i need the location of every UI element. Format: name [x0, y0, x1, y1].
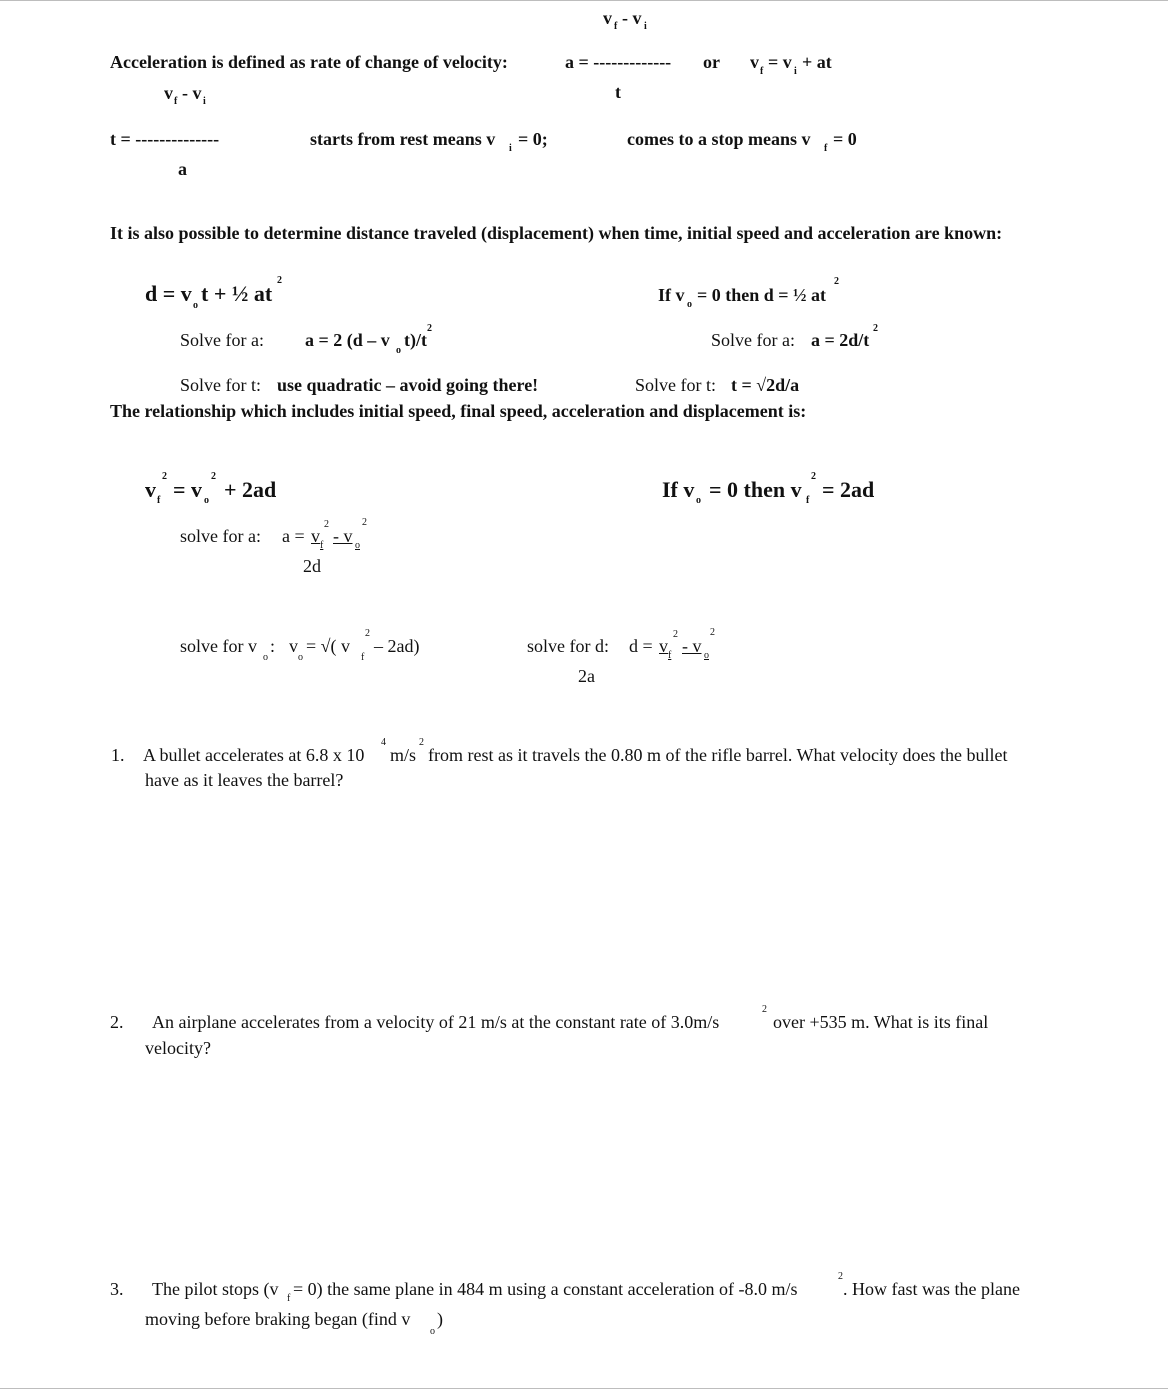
rest-sub: i: [509, 143, 512, 154]
solve-t2-label: Solve for t:: [635, 375, 716, 395]
if-vo-text: If v: [658, 285, 685, 305]
if-vo-mid: = 0 then d = ½ at: [697, 285, 827, 305]
vf-eq-end: + at: [802, 52, 832, 72]
rel-solve-d-den: 2a: [578, 666, 595, 686]
rel-if-sup: 2: [811, 471, 816, 482]
if-vo-sub: o: [687, 299, 692, 310]
solve-t2-eq: t = √2d/a: [731, 375, 800, 395]
relationship-intro: The relationship which includes initial speed, final speed, acceleration and displacement is:: [110, 401, 807, 421]
rel-solve-vo-colon: :: [270, 636, 276, 656]
rel-solve-d-label: solve for d:: [527, 636, 609, 656]
rel-solve-a-num-sub-o: o: [355, 540, 360, 551]
problem-unit-exponent: 2: [838, 1271, 843, 1282]
rel-solve-a-num-minus: - v: [333, 526, 353, 546]
rel-solve-d-eq: d =: [629, 636, 653, 656]
t-frac-den: a: [178, 159, 187, 179]
rel-eq-v: v: [145, 477, 156, 502]
rel-if-end: = 2ad: [822, 477, 875, 502]
eq-d-main-mid: t + ½ at: [201, 281, 273, 306]
rel-solve-a-num-sup2: 2: [362, 517, 367, 528]
problem-text: from rest as it travels the 0.80 m of the rifle barrel. What velocity does the bullet: [428, 745, 1008, 765]
rel-eq-sub-f: f: [157, 495, 161, 506]
vf-eq-sub-f: f: [760, 66, 764, 77]
rel-solve-d-num-sub-o: o: [704, 650, 709, 661]
t-frac-num-sub-i: i: [203, 96, 206, 107]
rel-solve-vo-sup: 2: [365, 628, 370, 639]
definition-line: Acceleration is defined as rate of change of velocity:: [110, 52, 508, 72]
a-frac-num-v: v: [603, 8, 612, 28]
t-frac-num-sub-f: f: [174, 96, 178, 107]
vf-eq-sub-i: i: [794, 66, 797, 77]
rel-solve-vo-eq: v: [289, 636, 298, 656]
problem-number: 2.: [110, 1012, 124, 1032]
problem-sub-o: o: [430, 1326, 435, 1337]
rest-end: = 0;: [518, 129, 548, 149]
stop-end: = 0: [833, 129, 857, 149]
stop-sub: f: [824, 143, 828, 154]
problem-text: . How fast was the plane: [843, 1279, 1020, 1299]
solve-a-label: Solve for a:: [180, 330, 264, 350]
rel-if-mid: = 0 then v: [709, 477, 802, 502]
if-vo-sup: 2: [834, 276, 839, 287]
problem-exponent: 4: [381, 737, 386, 748]
rel-solve-vo-end: – 2ad): [374, 636, 420, 656]
problem-text: velocity?: [145, 1038, 211, 1058]
vf-eq-mid: = v: [768, 52, 792, 72]
rel-if-sub: o: [696, 495, 701, 506]
rel-solve-vo-mid: = √( v: [306, 636, 351, 656]
problem-text: A bullet accelerates at 6.8 x 10: [143, 745, 365, 765]
problem-number: 3.: [110, 1279, 124, 1299]
rel-solve-a-num-sub-f: f: [320, 540, 324, 551]
eq-d-main: d = v: [145, 281, 192, 306]
problem-unit-exponent: 2: [762, 1004, 767, 1015]
a-equals: a = -------------: [565, 52, 672, 72]
problem-text: = 0) the same plane in 484 m using a constant acceleration of -8.0 m/s: [293, 1279, 798, 1299]
problem-text: The pilot stops (v: [152, 1279, 279, 1299]
solve-t-eq: use quadratic – avoid going there!: [277, 375, 539, 395]
problem-sub-f: f: [287, 1293, 291, 1304]
bottom-border: [0, 1388, 1168, 1389]
a-frac-num-sub-f: f: [614, 21, 618, 32]
solve-a-sup: 2: [427, 323, 432, 334]
rel-if-sub-f: f: [806, 495, 810, 506]
rel-solve-d-num-minus: - v: [682, 636, 702, 656]
problem-text: over +535 m. What is its final: [773, 1012, 989, 1032]
t-equals: t = --------------: [110, 129, 220, 149]
solve-a2-label: Solve for a:: [711, 330, 795, 350]
solve-a2-eq: a = 2d/t: [811, 330, 870, 350]
rel-solve-vo-label: solve for v: [180, 636, 257, 656]
rel-solve-a-den: 2d: [303, 556, 321, 576]
vf-eq-v: v: [750, 52, 759, 72]
rel-solve-vo-label-sub: o: [263, 652, 268, 663]
problem-text: have as it leaves the barrel?: [145, 770, 344, 790]
solve-a-sub: o: [396, 345, 401, 356]
problem-text: m/s: [390, 745, 417, 765]
rel-solve-a-label: solve for a:: [180, 526, 261, 546]
a-frac-den: t: [615, 82, 621, 102]
problem-text: moving before braking began (find v: [145, 1309, 411, 1329]
a-frac-num-minus: - v: [622, 8, 642, 28]
rel-eq-sup2: 2: [211, 471, 216, 482]
eq-d-main-sub: o: [193, 300, 198, 311]
rel-solve-vo-sub-f: f: [361, 652, 365, 663]
rel-if-text: If v: [662, 477, 695, 502]
solve-t-label: Solve for t:: [180, 375, 261, 395]
rel-solve-d-num-sup1: 2: [673, 629, 678, 640]
rel-solve-vo-eq-sub: o: [298, 652, 303, 663]
rel-solve-d-num-v: v: [659, 636, 668, 656]
solve-a-end: t)/t: [404, 330, 427, 350]
problem-text: ): [437, 1309, 443, 1329]
rel-solve-a-num-sup1: 2: [324, 519, 329, 530]
rest-text: starts from rest means v: [310, 129, 496, 149]
problem-number: 1.: [111, 745, 125, 765]
solve-a2-sup: 2: [873, 323, 878, 334]
rel-solve-d-num-sup2: 2: [710, 627, 715, 638]
top-border: [0, 0, 1168, 1]
rel-solve-a-eq: a =: [282, 526, 305, 546]
rel-eq-mid: = v: [173, 477, 203, 502]
rel-solve-a-num-v: v: [311, 526, 320, 546]
rel-eq-sub-o: o: [204, 495, 209, 506]
problem-text: An airplane accelerates from a velocity of 21 m/s at the constant rate of 3.0m/s: [152, 1012, 720, 1032]
rel-eq-sup1: 2: [162, 471, 167, 482]
stop-text: comes to a stop means v: [627, 129, 811, 149]
t-frac-num-minus: - v: [182, 83, 202, 103]
problem-unit-exponent: 2: [419, 737, 424, 748]
eq-d-main-sup: 2: [277, 275, 282, 286]
or-word: or: [703, 52, 720, 72]
a-frac-num-sub-i: i: [644, 21, 647, 32]
solve-a-eq: a = 2 (d – v: [305, 330, 390, 350]
displacement-intro: It is also possible to determine distance traveled (displacement) when time, initial speed and acceleration are known:: [110, 223, 1003, 243]
rel-eq-end: + 2ad: [224, 477, 277, 502]
rel-solve-d-num-sub-f: f: [668, 650, 672, 661]
t-frac-num-v: v: [164, 83, 173, 103]
